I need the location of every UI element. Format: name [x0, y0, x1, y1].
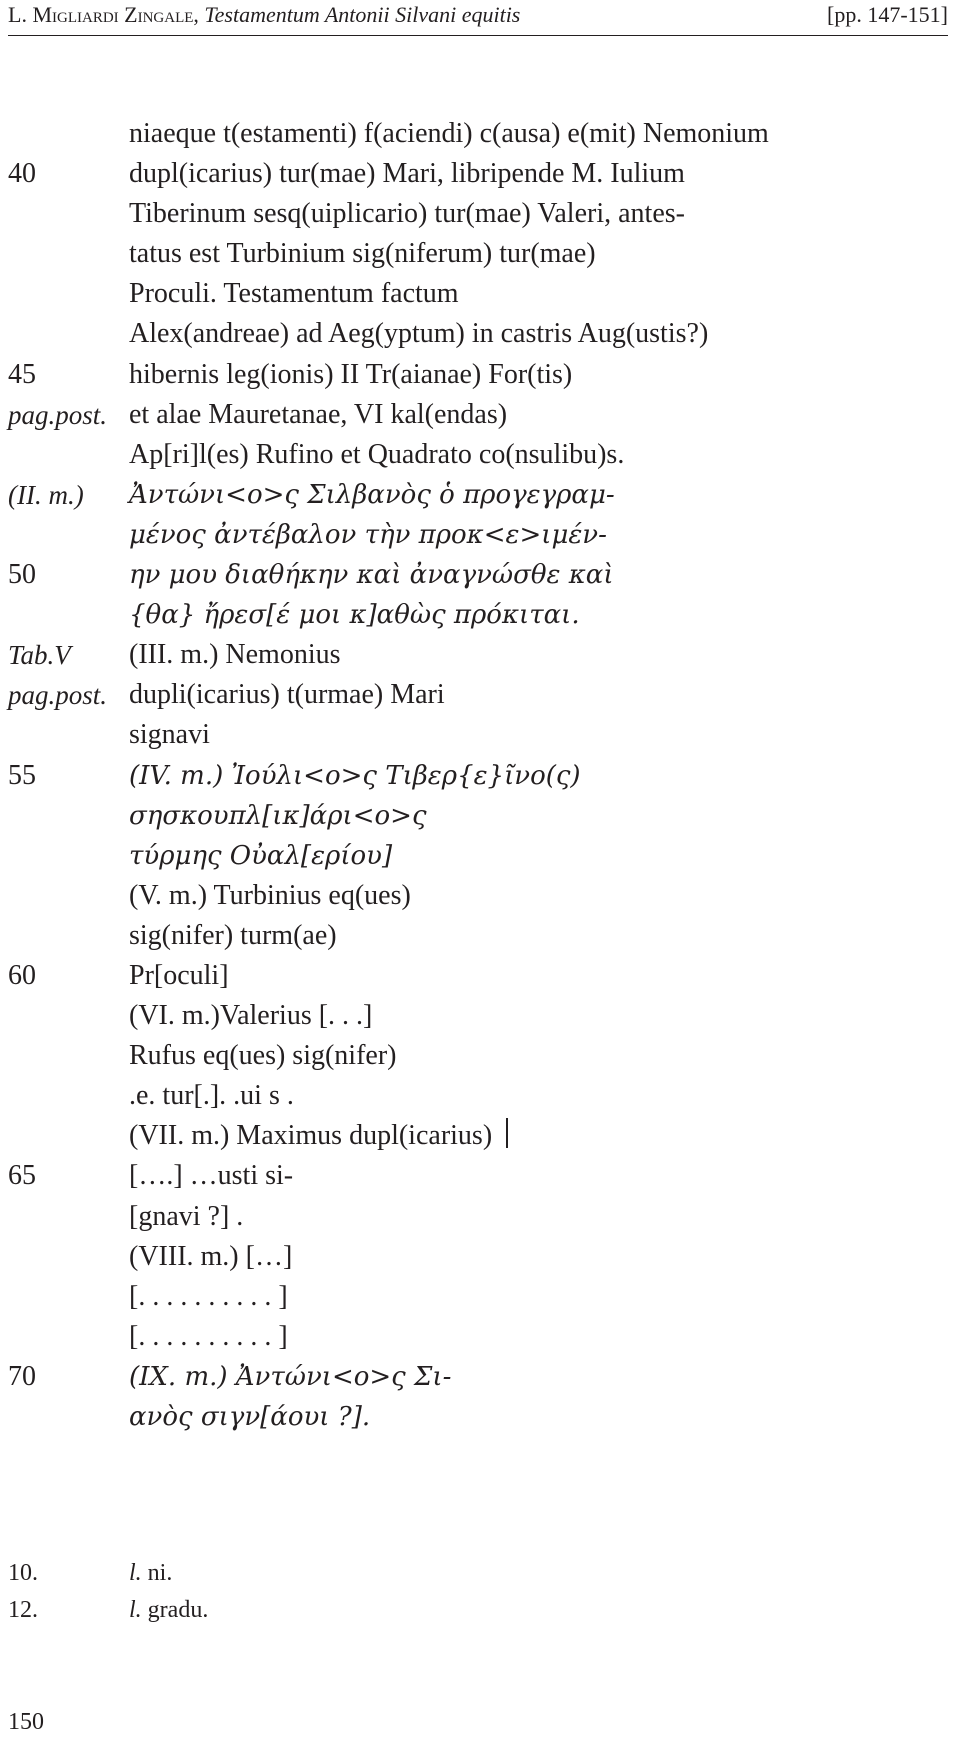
text-line — [0, 515, 960, 555]
note-reading: ni. — [141, 1560, 173, 1586]
text-line — [0, 314, 960, 354]
line-text: {θα} ἤρεσ[έ μοι κ]αθὼς πρόκιται. — [129, 600, 580, 631]
text-line — [0, 435, 960, 475]
line-text: (III. m.) Nemonius — [129, 639, 341, 671]
line-text: ανὸς σιγν[άουι ?]. — [129, 1402, 371, 1432]
line-text: niaeque t(estamenti) f(aciendi) c(ausa) e(mit) Nemonium — [129, 118, 769, 149]
line-text-with-bar — [129, 1116, 508, 1156]
text-line — [0, 796, 960, 836]
line-text: [. . . . . . . . . . ] — [129, 1280, 288, 1312]
text-line — [0, 194, 960, 234]
text-line — [0, 555, 960, 595]
text-line — [0, 1156, 960, 1196]
line-text: Tiberinum sesq(uiplicario) tur(mae) Valeri, antes- — [129, 198, 685, 230]
article-title: Testamentum Antonii Silvani equitis — [204, 2, 521, 27]
line-text: sig(nifer) turm(ae) — [129, 919, 337, 951]
margin-note: pag.post. — [8, 680, 108, 711]
text-line — [0, 475, 960, 515]
line-text: [. . . . . . . . . . ] — [129, 1320, 288, 1352]
margin-note: Tab.V — [8, 640, 71, 671]
text-line — [0, 274, 960, 314]
text-line — [0, 114, 960, 154]
note-number: 10. — [8, 1560, 38, 1586]
line-number: 60 — [8, 959, 36, 991]
text-line — [0, 595, 960, 635]
line-number: 55 — [8, 759, 36, 791]
note-lemma: l. — [129, 1597, 142, 1623]
line-text: dupli(icarius) t(urmae) Mari — [129, 679, 445, 711]
line-text: Ap[ri]l(es) Rufino et Quadrato co(nsulibu)s. — [129, 438, 625, 470]
line-text: Pr[oculi] — [129, 959, 229, 991]
line-text: (VII. m.) Maximus dupl(icarius) — [129, 1120, 493, 1152]
line-text: σησκουπλ[ικ]άρι<ο>ς — [129, 800, 427, 831]
text-line — [0, 234, 960, 274]
apparatus-note — [0, 1555, 960, 1592]
text-line — [0, 1197, 960, 1237]
text-line — [0, 836, 960, 876]
line-text: (VI. m.)Valerius [. . .] — [129, 1000, 373, 1032]
margin-note: pag.post. — [8, 399, 108, 430]
line-text: et alae Mauretanae, VI kal(endas) — [129, 398, 508, 430]
line-text: tatus est Turbinium sig(niferum) tur(mae) — [129, 238, 596, 270]
margin-note: (II. m.) — [8, 479, 84, 510]
running-head-separator: , — [193, 2, 205, 27]
running-head-citation — [8, 0, 520, 30]
text-line — [0, 756, 960, 796]
page-number: 150 — [8, 1709, 44, 1735]
text-line — [0, 1357, 960, 1397]
text-line — [0, 876, 960, 916]
line-text: dupl(icarius) tur(mae) Mari, libripende M. Iulium — [129, 158, 685, 190]
header-rule — [8, 35, 948, 36]
line-text: Ἀντώνι<ο>ς Σιλβανὸς ὁ προγεγραμ- — [129, 479, 615, 510]
line-number: 45 — [8, 358, 36, 390]
text-line — [0, 916, 960, 956]
line-text: hibernis leg(ionis) II Tr(aianae) For(tis) — [129, 358, 573, 390]
line-text: Proculi. Testamentum factum — [129, 278, 459, 310]
note-text — [129, 1555, 172, 1592]
text-line — [0, 635, 960, 675]
note-number: 12. — [8, 1597, 38, 1623]
line-text: Alex(andreae) ad Aeg(yptum) in castris Aug(ustis?) — [129, 318, 709, 350]
apparatus-notes — [0, 1555, 960, 1629]
line-text: Rufus eq(ues) sig(nifer) — [129, 1040, 397, 1072]
text-line — [0, 1277, 960, 1317]
author-name: Migliardi Zingale — [32, 2, 194, 27]
line-text: [….] …usti si- — [129, 1160, 294, 1192]
note-lemma: l. — [129, 1560, 142, 1586]
line-text: (IV. m.) Ἰούλι<ο>ς Τιβερ{ε}ῖνο(ς) — [129, 760, 581, 791]
text-line — [0, 1237, 960, 1277]
line-text: ην μου διαθήκην καὶ ἀναγνώσθε καὶ — [129, 560, 614, 591]
vertical-bar-mark — [506, 1118, 508, 1148]
line-text: signavi — [129, 719, 210, 751]
edition-text — [0, 114, 960, 1437]
line-number: 70 — [8, 1360, 36, 1392]
line-text: (IX. m.) Ἀντώνι<ο>ς Σι- — [129, 1361, 452, 1392]
page-range: [pp. 147-151] — [827, 2, 948, 27]
note-reading: gradu. — [141, 1597, 209, 1623]
text-line — [0, 715, 960, 755]
author-initial: L. — [8, 2, 33, 27]
running-head — [8, 0, 948, 34]
line-text: (VIII. m.) […] — [129, 1240, 293, 1272]
text-line — [0, 996, 960, 1036]
line-number: 50 — [8, 559, 36, 591]
text-line — [0, 675, 960, 715]
line-number: 40 — [8, 158, 36, 190]
note-text — [129, 1592, 208, 1629]
text-line — [0, 154, 960, 194]
line-text: μένος ἀντέβαλον τὴν προκ<ε>ιμέν- — [129, 519, 607, 550]
line-text: [gnavi ?] . — [129, 1200, 244, 1232]
text-line — [0, 1036, 960, 1076]
line-text: .e. tur[.]. .ui s . — [129, 1080, 294, 1112]
text-line — [0, 1076, 960, 1116]
text-line — [0, 355, 960, 395]
apparatus-note — [0, 1592, 960, 1629]
text-line — [0, 395, 960, 435]
text-line — [0, 1397, 960, 1437]
line-text: τύρμης Οὐαλ[ερίου] — [129, 840, 393, 871]
text-line — [0, 1317, 960, 1357]
line-text: (V. m.) Turbinius eq(ues) — [129, 879, 411, 911]
text-line — [0, 1116, 960, 1156]
line-number: 65 — [8, 1160, 36, 1192]
text-line — [0, 956, 960, 996]
